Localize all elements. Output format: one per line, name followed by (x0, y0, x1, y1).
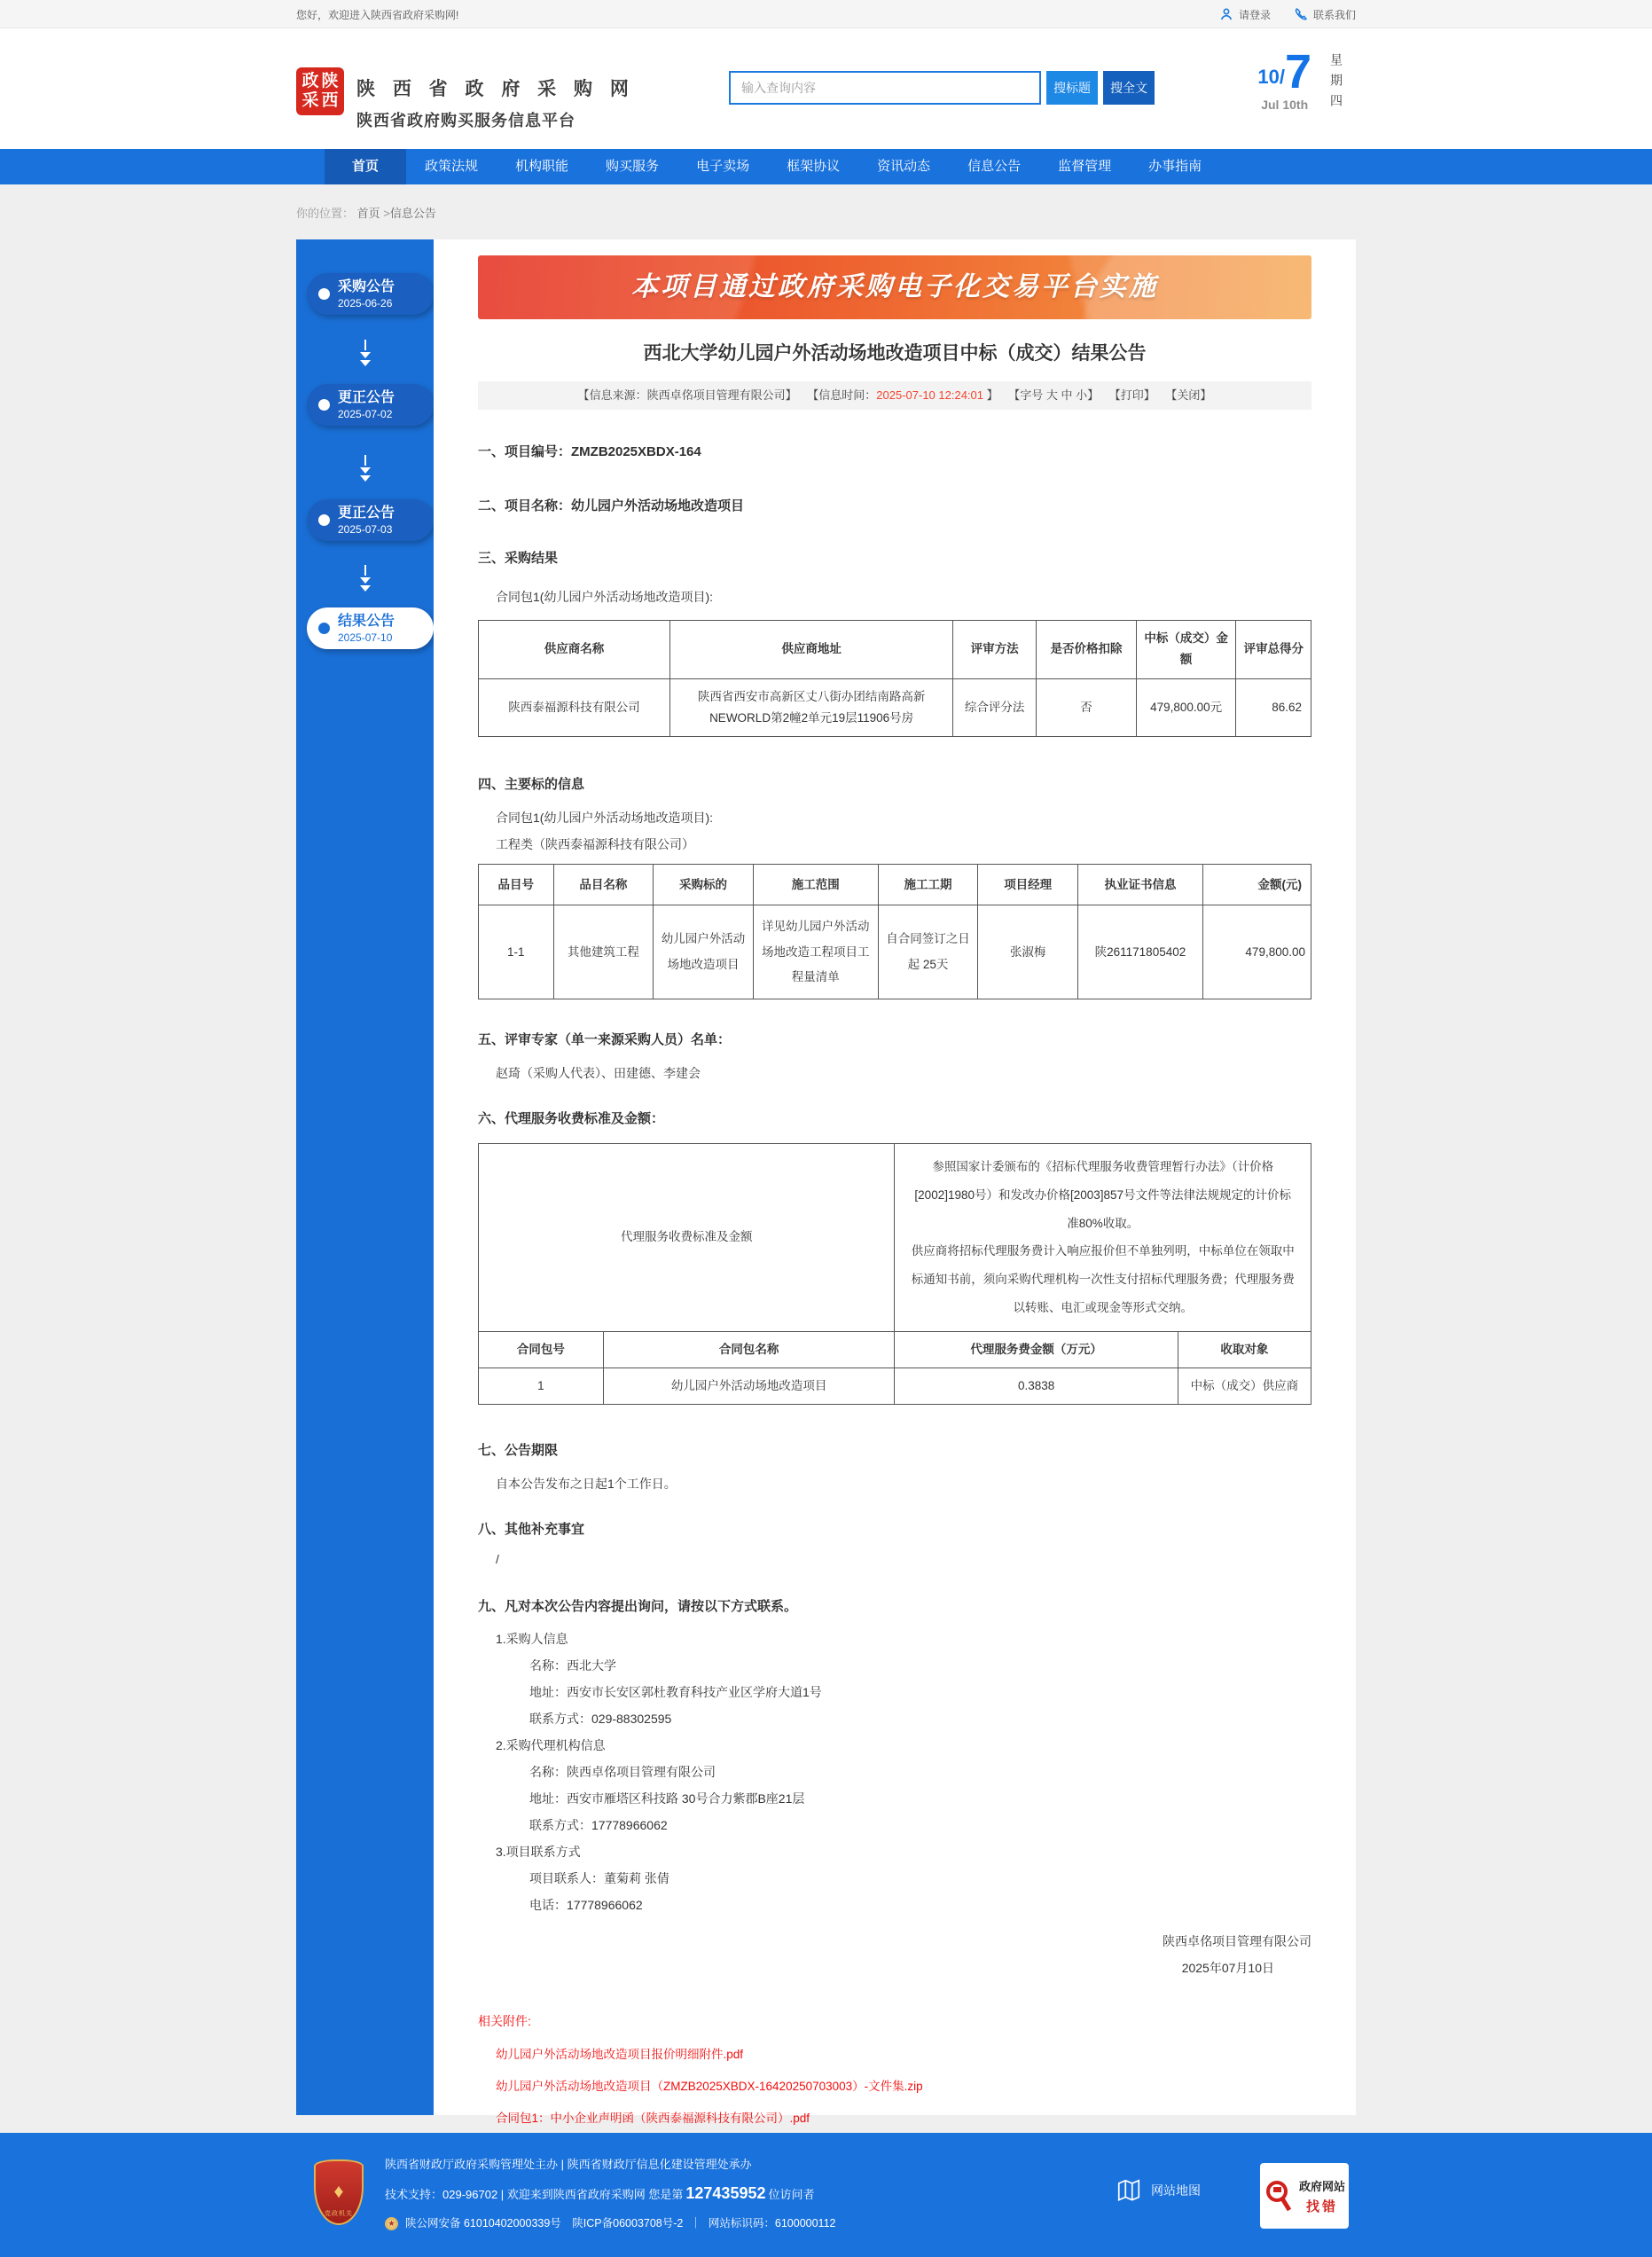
table-row-fee-note (479, 1144, 1311, 1331)
logo-char: 西 (321, 91, 339, 110)
col-fee-payer: 收取对象 (1178, 1331, 1311, 1368)
nav-item-framework[interactable]: 框架协议 (787, 159, 841, 174)
timeline-dot (318, 288, 330, 300)
col-item-name: 品目名称 (553, 865, 654, 905)
col-supplier-address: 供应商地址 (669, 621, 952, 679)
timeline-title: 采购公告 (338, 278, 395, 294)
article-title: 西北大学幼儿园户外活动场地改造项目中标（成交）结果公告 (643, 343, 1147, 364)
procurement-result-table (478, 620, 1311, 737)
section-1-project-number: 一、项目编号：ZMZB2025XBDX-164 (478, 444, 701, 459)
section-6-agency-fee: 六、代理服务收费标准及金额： (478, 1111, 665, 1127)
col-price-deduction: 是否价格扣除 (1037, 621, 1137, 679)
article-meta-bar (478, 381, 1311, 410)
cell-total-score: 86.62 (1236, 678, 1311, 737)
purchaser-heading: 1.采购人信息 (496, 1632, 568, 1647)
cell-construction-period: 自合同签订之日起 25天 (878, 905, 978, 999)
date-day: 7 (1284, 45, 1311, 98)
other-matters-text: / (496, 1552, 499, 1567)
agency-name: 名称：陕西卓佲项目管理有限公司 (529, 1765, 716, 1780)
table-header-row (479, 865, 1311, 905)
torch-icon: ♦ (333, 2180, 344, 2202)
agency-heading: 2.采购代理机构信息 (496, 1738, 606, 1753)
cell-fee-payer: 中标（成交）供应商 (1178, 1368, 1311, 1404)
contact-us-label: 联系我们 (1312, 8, 1356, 21)
timeline-item-correction-2[interactable] (307, 499, 434, 541)
timeline-date: 2025-07-02 (338, 407, 393, 420)
timeline-date: 2025-07-10 (338, 631, 393, 644)
project-contact-phone: 电话：17778966062 (529, 1898, 643, 1913)
purchaser-name: 名称：西北大学 (529, 1658, 616, 1673)
signature-company: 陕西卓佲项目管理有限公司 (1163, 1934, 1311, 1949)
table-row (479, 1368, 1311, 1404)
timeline-dot (318, 399, 330, 411)
col-supplier-name: 供应商名称 (479, 621, 670, 679)
breadcrumb-home-link[interactable]: 首页 (356, 207, 380, 220)
close-button[interactable]: 【关闭】 (1165, 388, 1212, 402)
date-weekday: 星期四 (1329, 53, 1343, 114)
search-input[interactable] (729, 71, 1041, 105)
print-button[interactable]: 【打印】 (1108, 388, 1155, 402)
col-award-amount: 中标（成交）金额 (1136, 621, 1236, 679)
cell-package-name: 幼儿园户外活动场地改造项目 (603, 1368, 895, 1404)
col-license-info: 执业证书信息 (1078, 865, 1203, 905)
nav-item-emall[interactable]: 电子卖场 (696, 159, 750, 174)
platform-banner: 本项目通过政府采购电子化交易平台实施 (478, 255, 1311, 319)
site-logo[interactable] (296, 67, 344, 115)
meta-time: 【信息时间：2025-07-10 12:24:01 】 (807, 388, 998, 402)
col-review-method: 评审方法 (953, 621, 1037, 679)
table-header-row (479, 621, 1311, 679)
agency-fee-table (478, 1143, 1311, 1405)
footer-support-line: 技术支持：029-96702 | 欢迎来到陕西省政府采购网 您是第 127435952 位访问者 (385, 2184, 815, 2202)
timeline-item-correction-1[interactable] (307, 384, 434, 426)
nav-item-policies[interactable]: 政策法规 (425, 159, 479, 174)
nav-item-functions[interactable]: 机构职能 (515, 159, 569, 174)
agency-address: 地址：西安市雁塔区科技路 30号合力紫郡B座21层 (529, 1791, 805, 1806)
timeline-rail (296, 239, 434, 2115)
col-procurement-target: 采购标的 (654, 865, 754, 905)
section-9-contact-info: 九、凡对本次公告内容提出询问，请按以下方式联系。 (478, 1599, 798, 1615)
cell-item-number: 1-1 (479, 905, 554, 999)
purchaser-address: 地址：西安市长安区郭杜教育科技产业区学府大道1号 (529, 1685, 822, 1700)
announcement-period-text: 自本公告发布之日起1个工作日。 (496, 1477, 677, 1492)
search-bar (729, 71, 1155, 105)
timeline-arrow-icon (296, 340, 434, 366)
site-header (0, 28, 1652, 149)
login-label: 请登录 (1238, 8, 1271, 21)
date-month: 10/ (1257, 66, 1285, 88)
breadcrumb-label: 你的位置： (296, 207, 355, 220)
footer-organizer-line: 陕西省财政厅政府采购管理处主办 | 陕西省财政厅信息化建设管理处承办 (385, 2158, 752, 2171)
col-fee-amount: 代理服务费金额（万元） (895, 1331, 1178, 1368)
top-utility-bar (0, 0, 1652, 28)
timeline-date: 2025-07-03 (338, 522, 393, 536)
nav-item-announcements[interactable]: 信息公告 (967, 159, 1022, 174)
party-government-emblem (314, 2159, 364, 2225)
col-package-name: 合同包名称 (603, 1331, 895, 1368)
contact-block (478, 1626, 1311, 1918)
section-2-project-name: 二、项目名称：幼儿园户外活动场地改造项目 (478, 498, 745, 513)
project-contact-heading: 3.项目联系方式 (496, 1845, 581, 1860)
cell-supplier-address: 陕西省西安市高新区丈八街办团结南路高新NEWORLD第2幢2单元19层11906号房 (669, 678, 952, 737)
cell-price-deduction: 否 (1037, 678, 1137, 737)
cell-fee-standard-note (895, 1144, 1311, 1331)
section-3-procurement-result: 三、采购结果 (478, 551, 559, 566)
breadcrumb-separator: > (383, 207, 390, 220)
col-construction-period: 施工工期 (878, 865, 978, 905)
contract-package-label: 合同包1(幼儿园户外活动场地改造项目): (496, 811, 713, 826)
nav-item-news[interactable]: 资讯动态 (877, 159, 931, 174)
contract-package-label: 合同包1(幼儿园户外活动场地改造项目): (496, 590, 713, 604)
col-construction-scope: 施工范围 (753, 865, 878, 905)
section-7-announcement-period: 七、公告期限 (478, 1443, 559, 1459)
cell-procurement-target: 幼儿园户外活动场地改造项目 (654, 905, 754, 999)
col-item-number: 品目号 (479, 865, 554, 905)
col-total-score: 评审总得分 (1236, 621, 1311, 679)
timeline-item-result-announcement[interactable] (307, 607, 434, 649)
site-title: 陕 西 省 政 府 采 购 网 (356, 79, 635, 99)
logo-char: 采 (301, 91, 319, 110)
cell-license-info: 陕261171805402 (1078, 905, 1203, 999)
magnifier-flag-icon (1264, 2178, 1294, 2214)
date-widget (1257, 45, 1345, 114)
nav-item-guide[interactable]: 办事指南 (1148, 159, 1202, 174)
national-emblem-icon: ★ (385, 2217, 398, 2230)
article-panel (434, 239, 1356, 2126)
subject-detail-table (478, 864, 1311, 999)
cell-construction-scope: 详见幼儿园户外活动场地改造工程项目工程量清单 (753, 905, 878, 999)
font-size-control[interactable]: 【字号 大 中 小】 (1008, 388, 1100, 402)
works-category-label: 工程类（陕西泰福源科技有限公司） (496, 837, 694, 852)
col-project-manager: 项目经理 (978, 865, 1078, 905)
fee-note-paragraph-2: 供应商将招标代理服务费计入响应报价但不单独列明，中标单位在领取中标通知书前，须向采购代理机构一次性支付招标代理服务费；代理服务费以转账、电汇或现金等形式交纳。 (911, 1244, 1295, 1314)
timeline-dot (318, 623, 330, 634)
cell-item-name: 其他建筑工程 (553, 905, 654, 999)
agency-phone: 联系方式：17778966062 (529, 1818, 668, 1833)
gov-website-error-report-badge[interactable] (1260, 2163, 1349, 2229)
section-5-review-experts: 五、评审专家（单一来源采购人员）名单： (478, 1032, 732, 1048)
main-nav (0, 149, 1652, 184)
section-4-subject-info: 四、主要标的信息 (478, 777, 585, 793)
timeline-title: 更正公告 (338, 389, 395, 405)
cell-amount: 479,800.00 (1202, 905, 1311, 999)
site-subtitle: 陕西省政府购买服务信息平台 (356, 112, 575, 129)
beian-link[interactable]: 陕公网安备 61010402000339号 陕ICP备06003708号-2 (405, 2217, 684, 2230)
search-title-button[interactable]: 搜标题 (1046, 71, 1098, 105)
attachment-link-quotation-pdf[interactable]: 幼儿园户外活动场地改造项目报价明细附件.pdf (496, 2048, 744, 2062)
section-8-other-matters: 八、其他补充事宜 (478, 1522, 585, 1538)
timeline-date: 2025-06-26 (338, 296, 393, 310)
table-row (479, 678, 1311, 737)
breadcrumb (296, 184, 1356, 221)
emblem-label: 党政机关 (325, 2211, 353, 2217)
phone-icon (1294, 7, 1308, 21)
cell-review-method: 综合评分法 (953, 678, 1037, 737)
map-icon (1116, 2177, 1142, 2204)
attachments-heading: 相关附件: (478, 2014, 531, 2029)
nav-item-supervision[interactable]: 监督管理 (1058, 159, 1112, 174)
timeline-dot (318, 514, 330, 526)
nav-item-purchase-services[interactable]: 购买服务 (606, 159, 660, 174)
timeline-arrow-icon (296, 565, 434, 592)
login-link[interactable] (1219, 7, 1271, 22)
table-header-row (479, 1331, 1311, 1368)
attachment-link-fileset-zip[interactable]: 幼儿园户外活动场地改造项目（ZMZB2025XBDX-16420250703003）-文件集.zip (496, 2080, 923, 2094)
welcome-text: 您好，欢迎进入陕西省政府采购网! (296, 8, 459, 21)
nav-item-home[interactable]: 首页 (325, 149, 406, 184)
visitor-count: 127435952 (685, 2184, 766, 2202)
cell-project-manager: 张淑梅 (978, 905, 1078, 999)
cell-fee-amount: 0.3838 (895, 1368, 1178, 1404)
logo-char: 陕 (321, 72, 339, 90)
cell-fee-standard-label: 代理服务收费标准及金额 (479, 1144, 895, 1331)
col-package-number: 合同包号 (479, 1331, 604, 1368)
col-amount: 金额(元) (1202, 865, 1311, 905)
expert-names: 赵琦（采购人代表）、田建德、李建会 (496, 1066, 701, 1081)
breadcrumb-current-link[interactable]: 信息公告 (389, 207, 436, 220)
table-row (479, 905, 1311, 999)
meta-source: 【信息来源：陕西卓佲项目管理有限公司】 (577, 388, 797, 402)
sitemap-link[interactable] (1116, 2177, 1201, 2204)
footer-separator: ｜ (690, 2217, 701, 2230)
project-contact-person: 项目联系人：董菊莉 张倩 (529, 1871, 669, 1886)
cell-award-amount: 479,800.00元 (1136, 678, 1236, 737)
search-fulltext-button[interactable]: 搜全文 (1103, 71, 1155, 105)
timeline-title: 更正公告 (338, 505, 395, 521)
purchaser-phone: 联系方式：029-88302595 (529, 1712, 672, 1727)
timeline-title: 结果公告 (338, 613, 395, 629)
fee-note-paragraph-1: 参照国家计委颁布的《招标代理服务收费管理暂行办法》（计价格[2002]1980号）和发改办价格[2003]857号文件等法律法规规定的计价标准80%收取。 (914, 1160, 1292, 1230)
contact-us-link[interactable] (1294, 7, 1356, 22)
logo-char: 政 (301, 72, 319, 90)
timeline-arrow-icon (296, 455, 434, 482)
signature-date: 2025年07月10日 (1181, 1961, 1274, 1976)
cell-package-number: 1 (479, 1368, 604, 1404)
date-english: Jul 10th (1261, 98, 1309, 112)
badge-subtitle: 找错 (1305, 2198, 1338, 2214)
attachment-link-sme-declaration-pdf[interactable]: 合同包1：中小企业声明函（陕西泰福源科技有限公司）.pdf (496, 2112, 810, 2126)
site-footer (0, 2133, 1652, 2257)
cell-supplier-name: 陕西泰福源科技有限公司 (479, 678, 670, 737)
badge-title: 政府网站 (1298, 2179, 1345, 2193)
sitemap-label: 网站地图 (1151, 2183, 1201, 2198)
user-icon (1219, 7, 1233, 21)
breadcrumb-row (0, 184, 1652, 239)
site-code: 网站标识码：6100000112 (708, 2217, 836, 2230)
timeline-item-purchase-announcement[interactable] (307, 273, 434, 315)
